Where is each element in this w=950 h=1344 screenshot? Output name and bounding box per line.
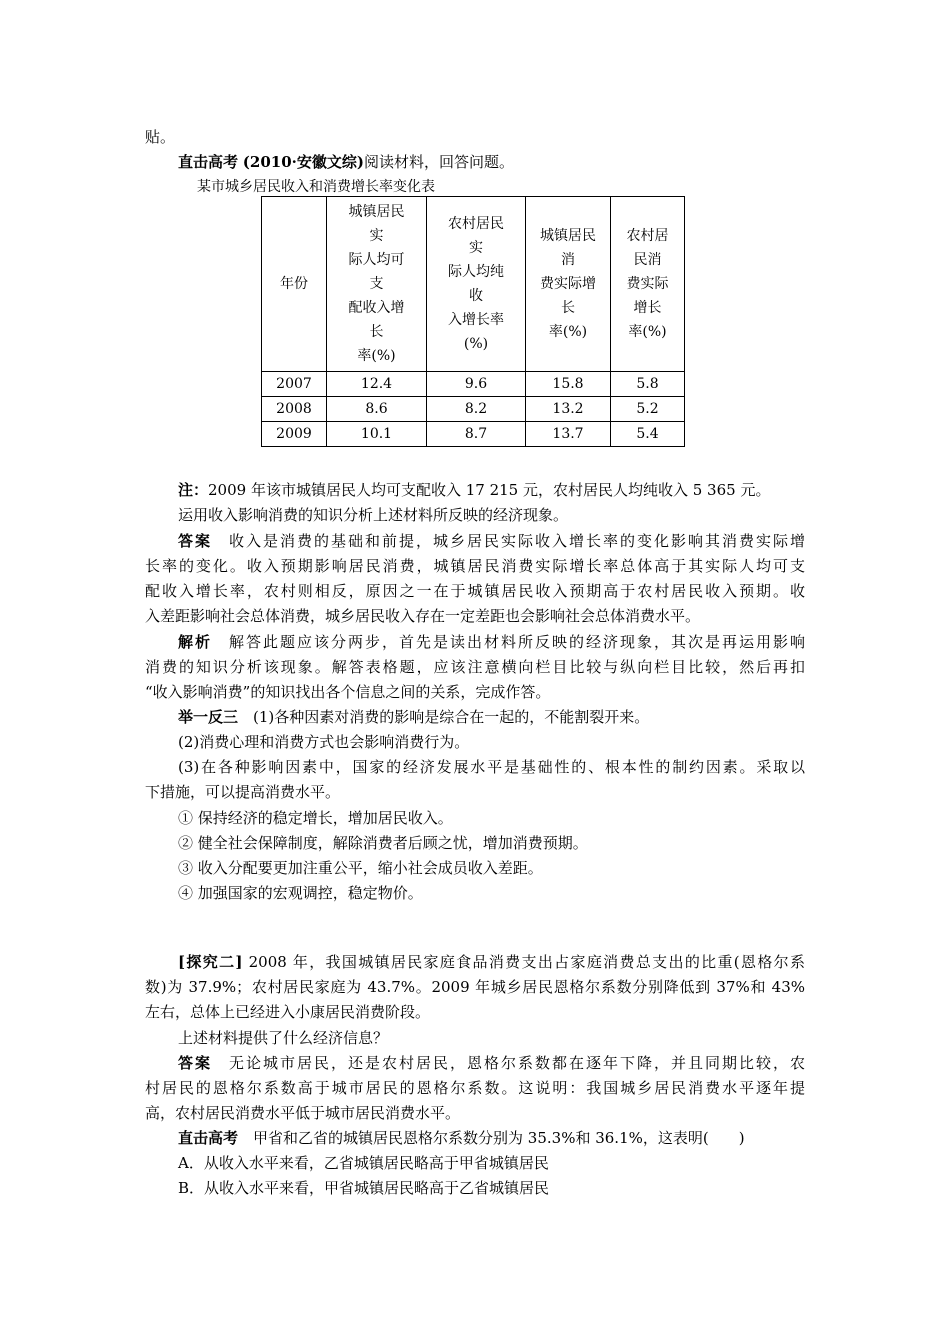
cell-value: 13.7	[526, 422, 611, 447]
q1-prompt: 阅读材料，回答问题。	[363, 153, 514, 171]
note-label: 注：	[178, 481, 209, 499]
answer1-label: 答案	[178, 532, 212, 550]
cell-value: 5.4	[611, 422, 685, 447]
cell-value: 12.4	[327, 372, 427, 397]
explore2-line: [探究二] 2008 年，我国城镇居民家庭食品消费支出占家庭消费总支出的比重(恩格尔系	[178, 953, 805, 971]
table-row	[262, 422, 685, 447]
cell-value: 8.6	[327, 397, 427, 422]
extend-p3: (3)在各种影响因素中，国家的经济发展水平是基础性的、根本性的制约因素。采取以	[178, 758, 805, 776]
q2-line: 直击高考 甲省和乙省的城镇居民恩格尔系数分别为 35.3%和 36.1%，这表明( )	[178, 1129, 745, 1147]
analysis1-label: 解析	[178, 633, 212, 651]
q1-heading	[178, 152, 514, 172]
header-cell-rural-consumption: 农村居 民消 费实际 增长 率(%)	[611, 197, 685, 372]
cell-value: 8.2	[427, 397, 526, 422]
answer2-line: 答案 无论城市居民，还是农村居民，恩格尔系数都在逐年下降，并且同期比较，农	[178, 1054, 805, 1072]
option-b: B．从收入水平来看，甲省城镇居民略高于乙省城镇居民	[178, 1179, 550, 1197]
cell-value: 8.7	[427, 422, 526, 447]
cell-value: 10.1	[327, 422, 427, 447]
list-item: ③ 收入分配要更加注重公平，缩小社会成员收入差距。	[178, 859, 543, 877]
analysis1-line: 解析 解答此题应该分两步，首先是读出材料所反映的经济现象，其次是再运用影响	[178, 633, 805, 651]
answer2-label: 答案	[178, 1054, 212, 1072]
extend-p2: (2)消费心理和消费方式也会影响消费行为。	[178, 733, 470, 751]
answer2-line: 村居民的恩格尔系数高于城市居民的恩格尔系数。这说明：我国城乡居民消费水平逐年提	[145, 1079, 805, 1097]
table-header-row	[262, 197, 685, 372]
q1-source: (2010·安徽文综)	[242, 153, 364, 171]
income-consumption-table	[261, 196, 685, 447]
cell-value: 13.2	[526, 397, 611, 422]
table-caption: 某市城乡居民收入和消费增长率变化表	[197, 179, 435, 195]
list-item: ② 健全社会保障制度，解除消费者后顾之忧，增加消费预期。	[178, 834, 588, 852]
explore2-question: 上述材料提供了什么经济信息？	[178, 1029, 389, 1047]
answer1-line: 长率的变化。收入预期影响居民消费，城镇居民消费实际增长率总体高于其实际人均可支	[145, 557, 805, 575]
table-row	[262, 397, 685, 422]
note-text: 2009 年该市城镇居民人均可支配收入 17 215 元，农村居民人均纯收入 5 365 元。	[208, 481, 771, 499]
analysis1-line: 消费的知识分析该现象。解答表格题，应该注意横向栏目比较与纵向栏目比较，然后再扣	[145, 658, 805, 676]
intro-tail: 贴。	[145, 128, 176, 146]
extend-p1: 举一反三 (1)各种因素对消费的影响是综合在一起的，不能割裂开来。	[178, 708, 650, 726]
cell-year: 2009	[262, 422, 327, 447]
header-cell-urban-income: 城镇居民 实 际人均可 支 配收入增 长 率(%)	[327, 197, 427, 372]
cell-value: 15.8	[526, 372, 611, 397]
list-item: ④ 加强国家的宏观调控，稳定物价。	[178, 884, 423, 902]
note	[178, 480, 770, 500]
cell-year: 2008	[262, 397, 327, 422]
cell-value: 5.2	[611, 397, 685, 422]
header-cell-year: 年份	[262, 197, 327, 372]
answer1-line: 配收入增长率，农村则相反，原因之一在于城镇居民收入预期高于农村居民收入预期。收	[145, 582, 805, 600]
analysis1-line: “收入影响消费”的知识找出各个信息之间的关系，完成作答。	[145, 683, 551, 701]
answer1-line: 入差距影响社会总体消费，城乡居民收入存在一定差距也会影响社会总体消费水平。	[145, 607, 701, 625]
cell-value: 9.6	[427, 372, 526, 397]
answer2-line: 高，农村居民消费水平低于城市居民消费水平。	[145, 1104, 461, 1122]
answer1-line: 答案 收入是消费的基础和前提，城乡居民实际收入增长率的变化影响其消费实际增	[178, 532, 805, 550]
extend-p3: 下措施，可以提高消费水平。	[145, 783, 341, 801]
cell-value: 5.8	[611, 372, 685, 397]
explore2-label: [探究二]	[178, 953, 243, 971]
option-a: A．从收入水平来看，乙省城镇居民略高于甲省城镇居民	[178, 1154, 549, 1172]
explore2-line: 数)为 37.9%；农村居民家庭为 43.7%。2009 年城乡居民恩格尔系数分别降低到 37%和 43%	[145, 978, 805, 996]
list-item: ① 保持经济的稳定增长，增加居民收入。	[178, 809, 453, 827]
q1-question: 运用收入影响消费的知识分析上述材料所反映的经济现象。	[178, 506, 569, 524]
q2-label: 直击高考	[178, 1129, 239, 1147]
q1-label: 直击高考	[178, 153, 239, 171]
explore2-line: 左右，总体上已经进入小康居民消费阶段。	[145, 1003, 431, 1021]
table-row	[262, 372, 685, 397]
extend-label: 举一反三	[178, 708, 239, 726]
header-cell-rural-income: 农村居民 实 际人均纯 收 入增长率 (%)	[427, 197, 526, 372]
cell-year: 2007	[262, 372, 327, 397]
header-cell-urban-consumption: 城镇居民 消 费实际增 长 率(%)	[526, 197, 611, 372]
